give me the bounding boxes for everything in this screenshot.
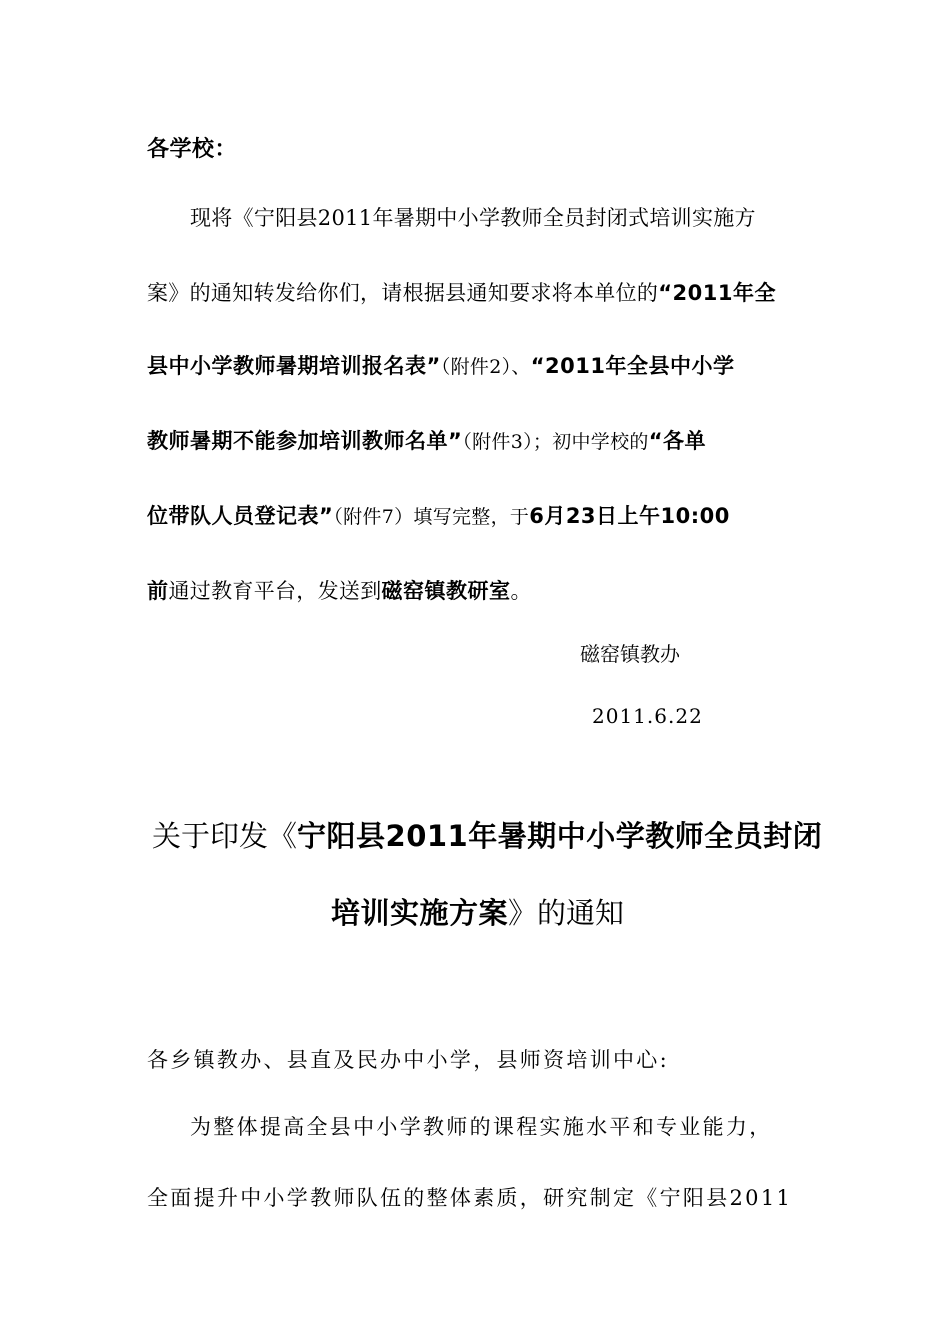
title-bold-part: 宁阳县2011年暑期中小学教师全员封闭 [297,819,823,853]
attachment-ref-7: （附件7）填写完整，于 [333,506,530,528]
deadline: 6月23日上午10:00 [529,504,730,528]
title-suffix: 》的通知 [508,896,625,930]
notice-paragraph-line-3 [147,353,734,380]
notice-paragraph-line-5 [147,503,730,530]
attachment-ref-2: （附件2）、 [440,356,531,378]
recipients-line: 各乡镇教办、县直及民办中小学，县师资培训中心: [147,1048,669,1072]
salutation: 各学校： [147,137,238,162]
notice-paragraph-line-1: 现将《宁阳县2011年暑期中小学教师全员封闭式培训实施方 [190,206,756,230]
form-name-signup: 县中小学教师暑期培训报名表” [147,354,441,378]
deadline-before: 前 [147,579,169,603]
notice-period: 。 [510,579,532,603]
title-prefix: 关于印发《 [152,819,298,853]
notice-paragraph-line-2 [147,280,776,306]
destination-office: 磁窑镇教研室 [381,579,511,603]
announcement-title-line-2 [331,895,624,931]
notice-paragraph-line-4 [147,428,706,455]
notice-bold-text: “2011年全 [658,281,776,305]
body-line-1: 为整体提高全县中小学教师的课程实施水平和专业能力， [190,1115,773,1139]
form-name-absent-start: “2011年全县中小学 [530,354,735,378]
notice-paragraph-line-6 [147,578,532,604]
form-name-absent-end: 教师暑期不能参加培训教师名单” [147,429,463,453]
notice-text: 通过教育平台，发送到 [168,579,382,603]
signature-date: 2011.6.22 [592,704,703,728]
form-name-leader-start: “各单 [648,429,707,453]
form-name-leader-end: 位带队人员登记表” [147,504,334,528]
attachment-ref-3: （附件3）；初中学校的 [462,431,649,453]
notice-text: 案》的通知转发给你们，请根据县通知要求将本单位的 [147,281,659,305]
announcement-title-line-1 [152,818,822,854]
body-line-2: 全面提升中小学教师队伍的整体素质，研究制定《宁阳县2011 [147,1186,793,1210]
title-bold-part: 培训实施方案 [331,896,509,930]
signer: 磁窑镇教办 [580,642,680,666]
